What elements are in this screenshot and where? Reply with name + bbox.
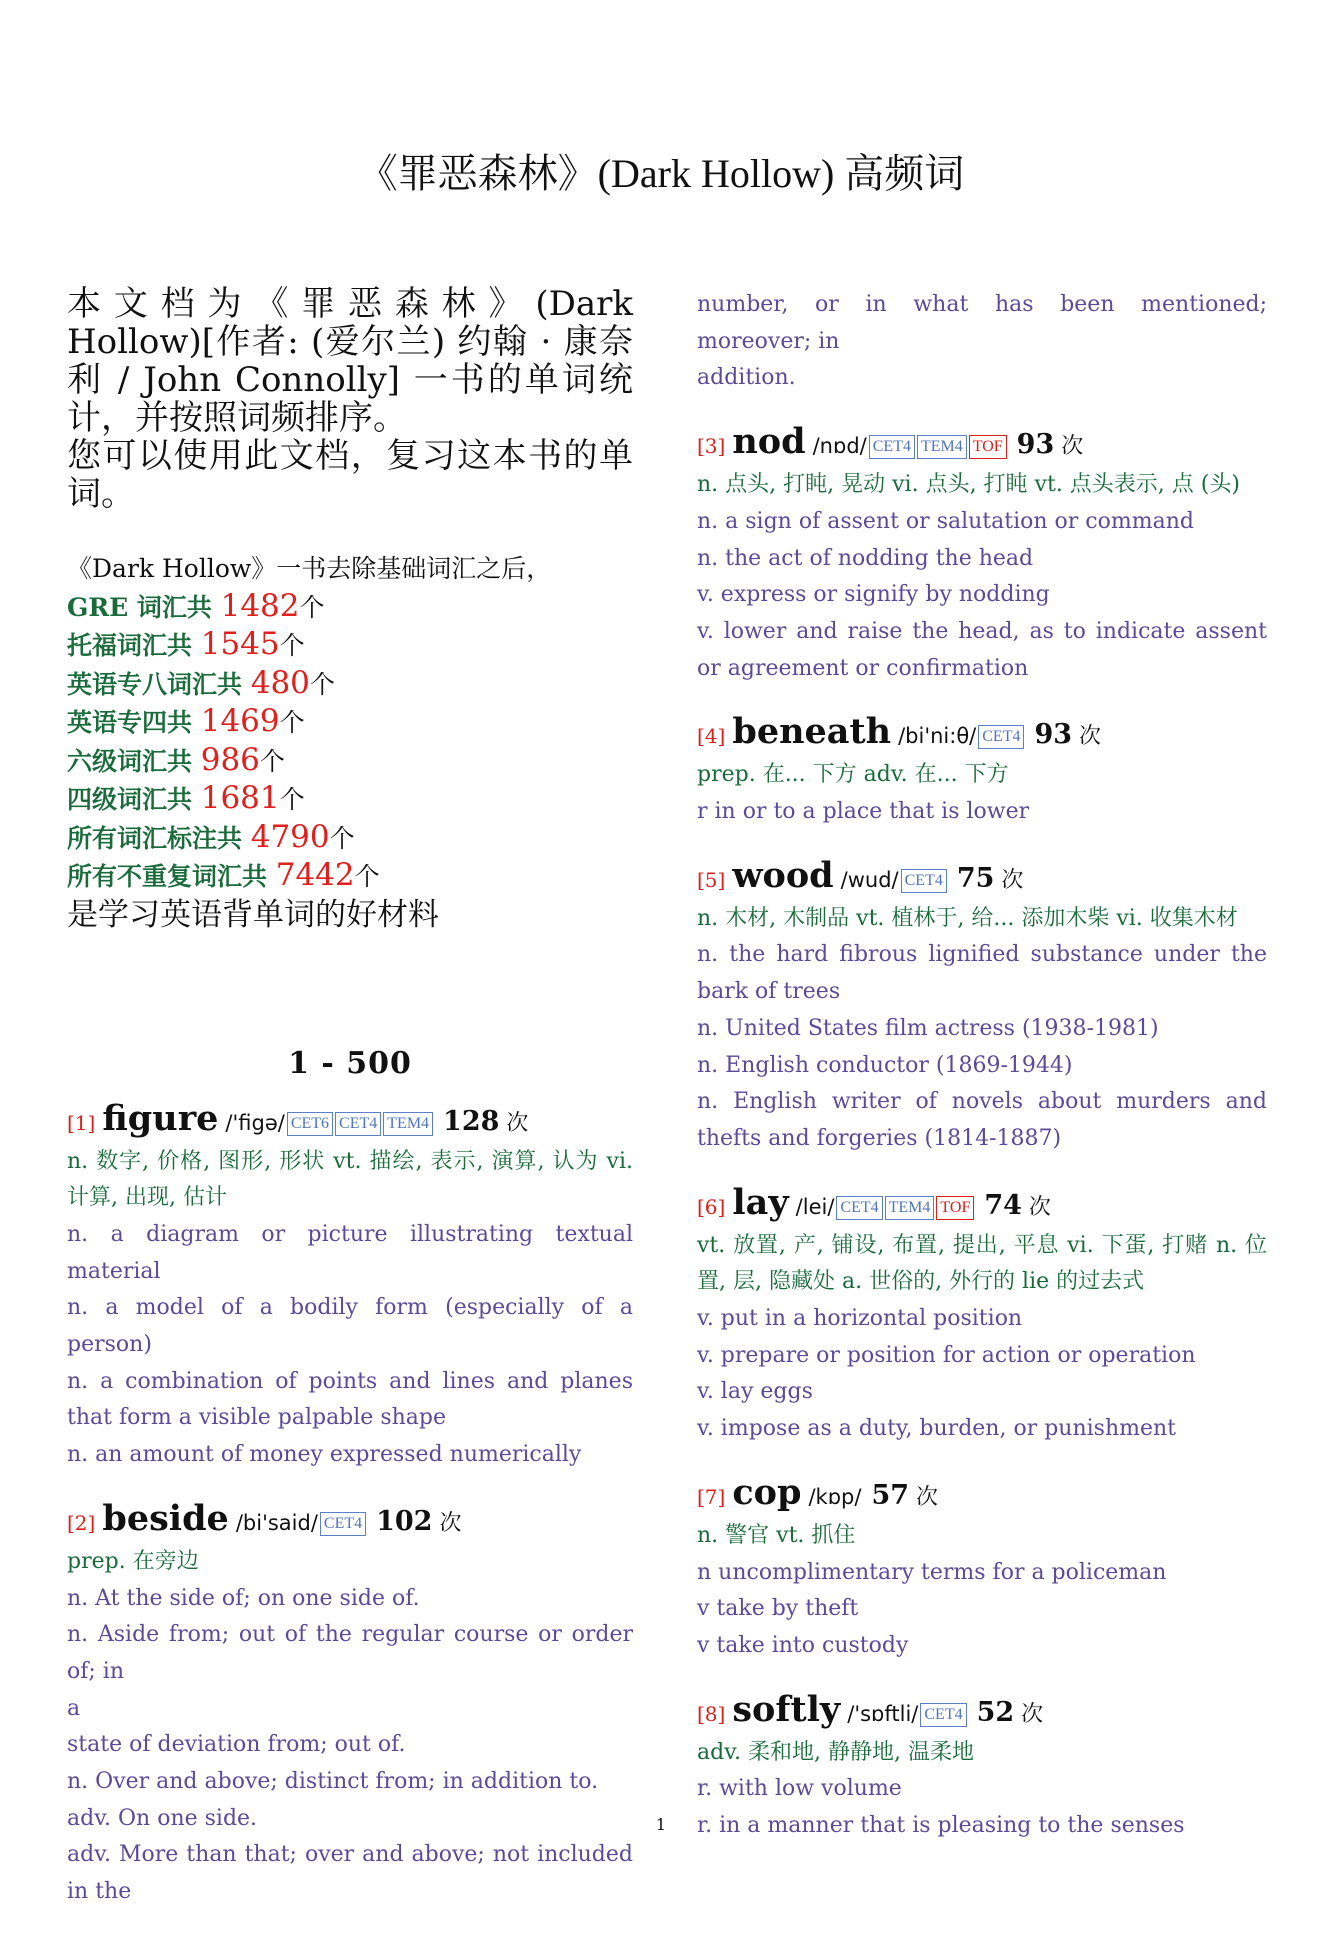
stat-count: 986 (200, 741, 260, 778)
frequency-count: 93 (1016, 429, 1055, 461)
definition-line: r in or to a place that is lower (697, 799, 1030, 825)
stat-row (67, 588, 633, 627)
definition-line: a (67, 1695, 81, 1721)
left-entries (67, 1099, 633, 1911)
definition-line: v take by theft (697, 1596, 859, 1622)
entry-header (697, 856, 1267, 901)
stat-label: 托福词汇共 (67, 631, 201, 660)
stat-count: 1482 (220, 587, 300, 624)
stat-label: GRE 词汇共 (67, 592, 221, 622)
stat-row (67, 780, 633, 819)
stat-row (67, 703, 633, 742)
definition-line: r. in a manner that is pleasing to the senses (697, 1813, 1185, 1839)
intro-text-2: 您可以使用此文档，复习这本书的单词。 (67, 436, 633, 514)
headword: figure (102, 1097, 219, 1139)
phonetic: /bi'said/ (235, 1510, 318, 1535)
stat-count: 1681 (200, 780, 280, 816)
page-number: 1 (655, 1815, 667, 1834)
entry-header (697, 1473, 1267, 1518)
word-entry (697, 712, 1267, 830)
phonetic: /lei/ (795, 1194, 835, 1219)
frequency-unit: 次 (1028, 1194, 1051, 1220)
exam-tag: CET4 (978, 725, 1024, 749)
exam-tag: CET4 (836, 1196, 882, 1220)
stats-list (67, 588, 633, 896)
stat-row (67, 665, 633, 704)
definition-line: v. lower and raise the head, as to indicate assent or agreement or confirmation (697, 618, 1267, 681)
word-entry (697, 1473, 1267, 1665)
definition-line: n. 警官 vt. 抓住 (697, 1522, 856, 1548)
exam-tag: TEM4 (885, 1196, 935, 1220)
stat-label: 六级词汇共 (67, 746, 201, 776)
exam-tag: CET4 (320, 1512, 366, 1536)
exam-tag: TOF (969, 435, 1007, 459)
stat-unit: 个 (309, 669, 335, 699)
frequency-count: 102 (376, 1505, 433, 1537)
definition-line: n. the hard fibrous lignified substance under the bark of trees (697, 942, 1267, 1005)
definition-line: n. an amount of money expressed numerically (67, 1442, 582, 1468)
definition-line: state of deviation from; out of. (67, 1732, 406, 1758)
entry-index: [7] (697, 1484, 726, 1509)
definition-line: v. impose as a duty, burden, or punishment (697, 1416, 1177, 1442)
definition-line: n. a model of a bodily form (especially of a person) (67, 1295, 633, 1358)
stats-closing: 是学习英语背单词的好材料 (67, 896, 439, 933)
exam-tag: CET4 (901, 869, 947, 893)
intro-paragraph (67, 285, 633, 513)
stat-count: 7442 (275, 857, 355, 893)
phonetic: /bi'ni:θ/ (898, 724, 977, 749)
definition-line: n uncomplimentary terms for a policeman (697, 1559, 1167, 1585)
definition-line: n. 木材, 木制品 vt. 植林于, 给... 添加木柴 vi. 收集木材 (697, 905, 1238, 931)
frequency-count: 128 (443, 1105, 500, 1137)
stat-unit: 个 (354, 862, 380, 891)
stat-row (67, 857, 633, 896)
stat-label: 所有词汇标注共 (67, 823, 251, 853)
headword: cop (732, 1471, 802, 1513)
definition-line: addition. (697, 365, 796, 391)
entry-header (697, 1183, 1267, 1228)
frequency-count: 74 (984, 1189, 1022, 1221)
definition-line: adv. On one side. (67, 1805, 258, 1831)
entry-header (67, 1499, 633, 1544)
word-entry (67, 1499, 633, 1911)
exam-tag: CET4 (920, 1703, 966, 1727)
stat-label: 四级词汇共 (67, 785, 201, 814)
definition-line: v. put in a horizontal position (697, 1306, 1023, 1332)
definition-line: adv. 柔和地, 静静地, 温柔地 (697, 1739, 974, 1765)
definition-line: v take into custody (697, 1632, 909, 1658)
entry-index: [2] (67, 1510, 96, 1535)
frequency-unit: 次 (1061, 434, 1084, 460)
definition-line: n. English writer of novels about murders and thefts and forgeries (1814-1887) (697, 1089, 1267, 1151)
stat-count: 1469 (200, 703, 280, 739)
stat-count: 1545 (200, 626, 280, 662)
definition-line: r. with low volume (697, 1776, 902, 1802)
stat-count: 480 (250, 664, 310, 701)
stat-count: 4790 (250, 818, 330, 855)
entry-header (697, 422, 1267, 467)
stat-unit: 个 (259, 746, 285, 776)
frequency-count: 57 (871, 1479, 910, 1511)
definition-line: v. prepare or position for action or operation (697, 1342, 1196, 1368)
frequency-unit: 次 (439, 1510, 462, 1536)
stat-label: 英语专四共 (67, 708, 201, 737)
exam-tag: TEM4 (383, 1112, 433, 1136)
continued-definition (697, 287, 1267, 397)
phonetic: /nɒd/ (812, 434, 867, 459)
headword: wood (732, 854, 834, 896)
definition-line: v. lay eggs (697, 1379, 813, 1405)
definition-line: adv. More than that; over and above; not included in the (67, 1842, 633, 1905)
phonetic: /kɒp/ (808, 1484, 862, 1509)
headword: beside (102, 1497, 229, 1539)
phonetic: /'figə/ (225, 1110, 285, 1135)
exam-tag: TEM4 (917, 435, 967, 459)
stat-unit: 个 (329, 823, 355, 853)
frequency-unit: 次 (1021, 1701, 1044, 1727)
definition-line: v. express or signify by nodding (697, 582, 1050, 608)
exam-tag: CET6 (287, 1112, 333, 1136)
definition-line: prep. 在... 下方 adv. 在... 下方 (697, 762, 1009, 788)
word-entry (697, 422, 1267, 687)
entry-index: [4] (697, 724, 726, 749)
headword: nod (732, 421, 806, 463)
stat-unit: 个 (279, 785, 305, 814)
entry-index: [1] (67, 1110, 96, 1135)
definition-line: n. 数字, 价格, 图形, 形状 vt. 描绘, 表示, 演算, 认为 vi. 计算, 出现, 估计 (67, 1148, 633, 1211)
word-entry (697, 856, 1267, 1158)
entry-index: [8] (697, 1701, 726, 1726)
definition-line: n. United States film actress (1938-1981) (697, 1015, 1159, 1041)
exam-tag: TOF (936, 1196, 974, 1220)
stat-label: 所有不重复词汇共 (67, 862, 276, 891)
definition-line: n. At the side of; on one side of. (67, 1585, 420, 1611)
intro-text-1: 本文档为《罪恶森林》(Dark Hollow)[作者: (爱尔兰) 约翰 · 康奈利 / John Connolly] 一书的单词统计，并按照词频排序。 (67, 284, 633, 438)
headword: softly (732, 1688, 841, 1730)
right-column (697, 287, 1267, 1870)
word-entry (697, 1183, 1267, 1448)
frequency-unit: 次 (916, 1484, 939, 1510)
entry-index: [3] (697, 434, 726, 459)
definition-line: n. a diagram or picture illustrating textual material (67, 1221, 633, 1284)
stats-lead: 《Dark Hollow》一书去除基础词汇之后， (67, 554, 552, 583)
definition-line: vt. 放置, 产, 铺设, 布置, 提出, 平息 vi. 下蛋, 打赌 n. 位置, 层, 隐藏处 a. 世俗的, 外行的 lie 的过去式 (697, 1232, 1267, 1295)
entry-index: [6] (697, 1194, 726, 1219)
definition-line: n. Over and above; distinct from; in addition to. (67, 1769, 599, 1795)
stat-label: 英语专八词汇共 (67, 669, 251, 699)
definition-line: number, or in what has been mentioned; moreover; in (697, 292, 1267, 354)
frequency-unit: 次 (1001, 867, 1024, 893)
definition-line: n. Aside from; out of the regular course or order of; in (67, 1622, 633, 1684)
frequency-count: 75 (956, 862, 995, 894)
definition-line: n. English conductor (1869-1944) (697, 1052, 1073, 1078)
definition-line: prep. 在旁边 (67, 1548, 199, 1574)
definition-line: n. 点头, 打盹, 晃动 vi. 点头, 打盹 vt. 点头表示, 点 (头) (697, 472, 1240, 498)
frequency-unit: 次 (1079, 724, 1102, 750)
exam-tag: CET4 (335, 1112, 381, 1136)
frequency-count: 52 (976, 1696, 1015, 1728)
frequency-unit: 次 (506, 1110, 529, 1136)
stat-unit: 个 (279, 708, 305, 737)
phonetic: /'sɒftli/ (847, 1701, 919, 1726)
headword: beneath (732, 711, 892, 753)
definition-line: n. a sign of assent or salutation or command (697, 508, 1194, 534)
phonetic: /wud/ (840, 867, 899, 892)
stat-unit: 个 (299, 592, 325, 622)
document-title: 《罪恶森林》(Dark Hollow) 高频词 (357, 151, 965, 196)
frequency-count: 93 (1034, 719, 1073, 751)
headword: lay (732, 1181, 789, 1223)
stat-row (67, 819, 633, 858)
entry-header (697, 712, 1267, 757)
vocabulary-stats (67, 551, 633, 934)
entry-index: [5] (697, 867, 726, 892)
entry-header (67, 1099, 633, 1144)
entry-header (697, 1690, 1267, 1735)
stat-row (67, 742, 633, 781)
stat-row (67, 626, 633, 665)
stat-unit: 个 (279, 631, 305, 660)
word-entry (67, 1099, 633, 1474)
right-entries (697, 422, 1267, 1845)
definition-line: n. the act of nodding the head (697, 545, 1034, 571)
left-column (67, 285, 633, 1936)
range-heading: 1 - 500 (288, 1045, 412, 1081)
definition-line: n. a combination of points and lines and planes that form a visible palpable shape (67, 1368, 633, 1431)
exam-tag: CET4 (869, 435, 915, 459)
